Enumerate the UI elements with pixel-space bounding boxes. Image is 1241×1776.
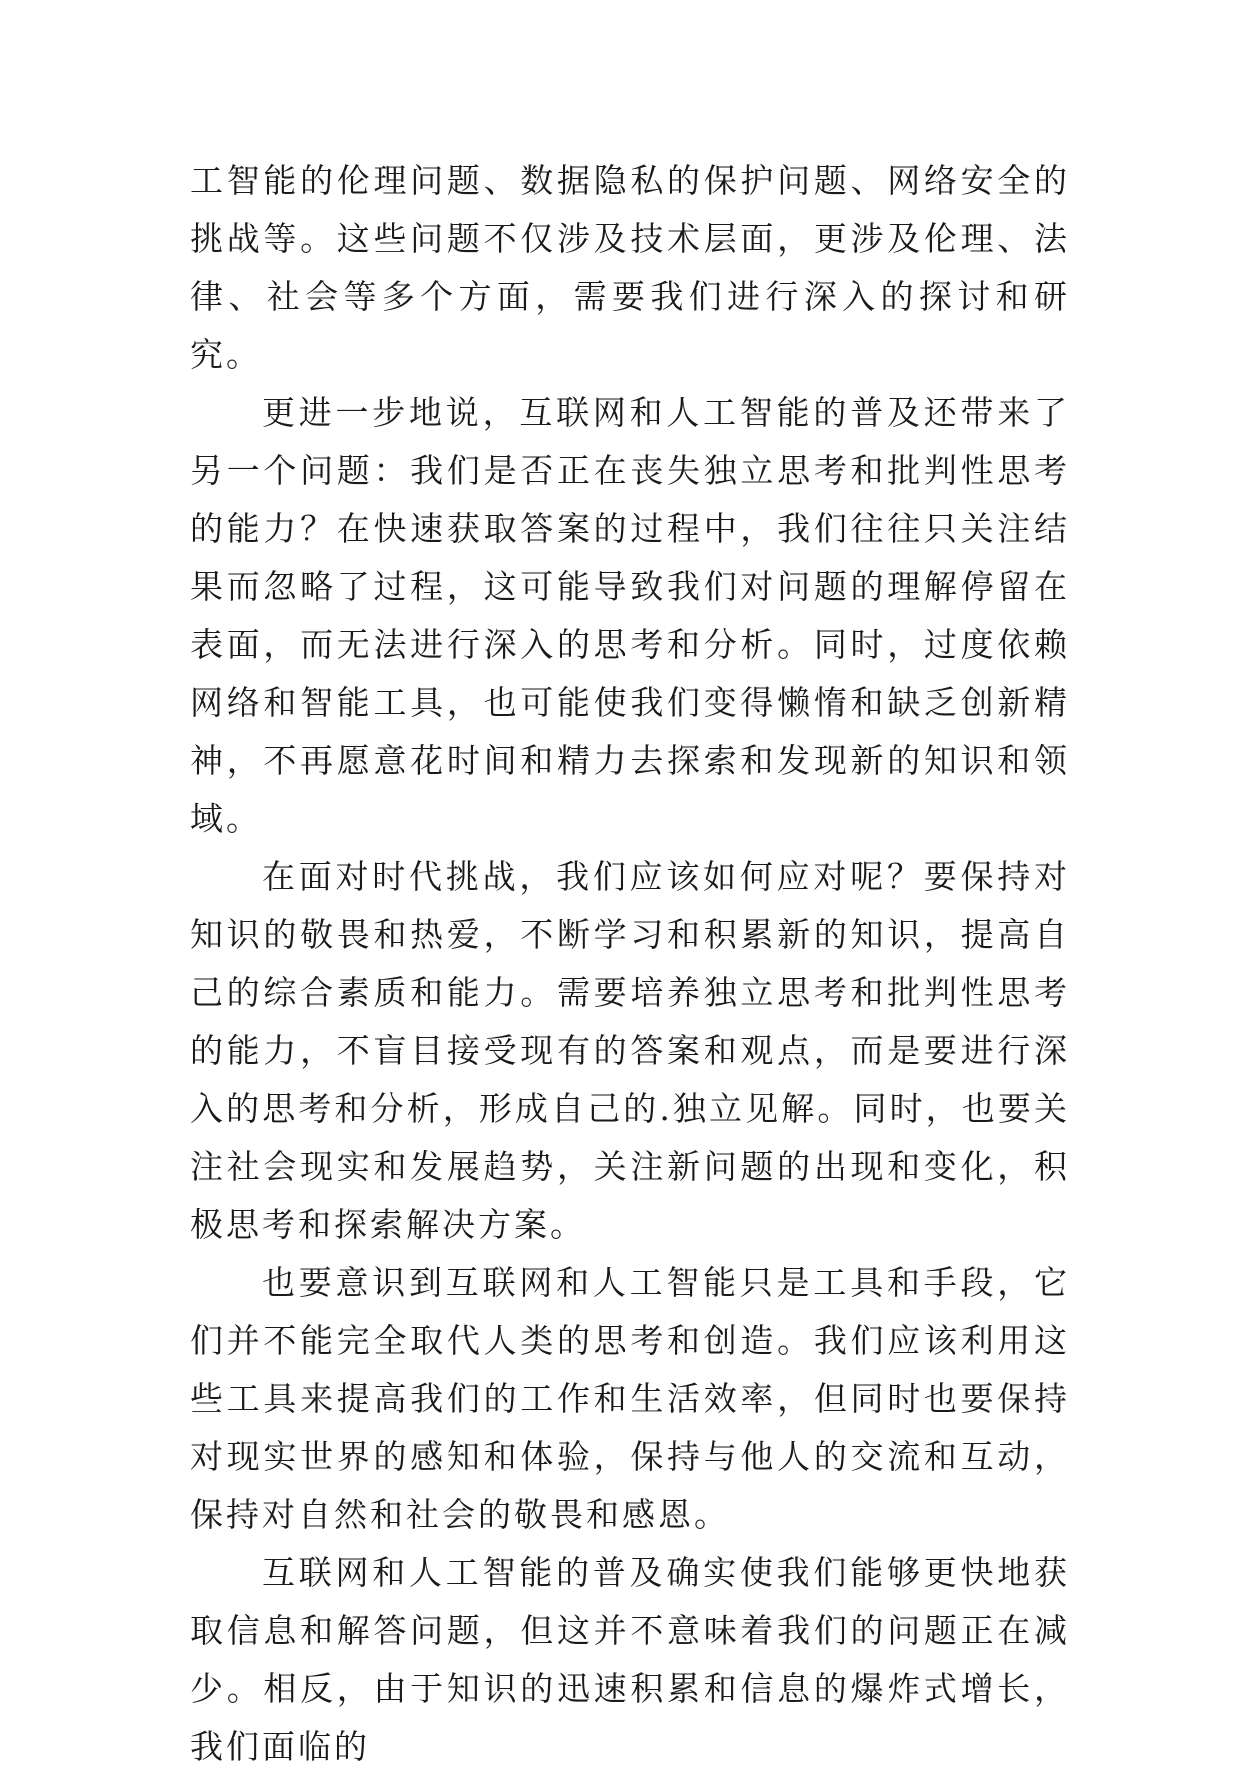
paragraph-1: 工智能的伦理问题、数据隐私的保护问题、网络安全的挑战等。这些问题不仅涉及技术层面，更涉及伦理、法律、社会等多个方面，需要我们进行深入的探讨和研究。: [190, 161, 1070, 374]
paragraph-2: 更进一步地说，互联网和人工智能的普及还带来了另一个问题：我们是否正在丧失独立思考和批判性思考的能力？在快速获取答案的过程中，我们往往只关注结果而忽略了过程，这可能导致我们对问题的理解停留在表面，而无法进行深入的思考和分析。同时，过度依赖网络和智能工具，也可能使我们变得懒惰和缺乏创新精神，不再愿意花时间和精力去探索和发现新的知识和领域。: [190, 393, 1070, 838]
body-text: [190, 152, 1070, 1776]
paragraph-3: 在面对时代挑战，我们应该如何应对呢？要保持对知识的敬畏和热爱，不断学习和积累新的知识，提高自己的综合素质和能力。需要培养独立思考和批判性思考的能力，不盲目接受现有的答案和观点，而是要进行深入的思考和分析，形成自己的.独立见解。同时，也要关注社会现实和发展趋势，关注新问题的出现和变化，积极思考和探索解决方案。: [190, 857, 1070, 1244]
paragraph-5: 互联网和人工智能的普及确实使我们能够更快地获取信息和解答问题，但这并不意味着我们的问题正在减少。相反，由于知识的迅速积累和信息的爆炸式增长，我们面临的: [190, 1553, 1070, 1766]
paragraph-4: 也要意识到互联网和人工智能只是工具和手段，它们并不能完全取代人类的思考和创造。我们应该利用这些工具来提高我们的工作和生活效率，但同时也要保持对现实世界的感知和体验，保持与他人的交流和互动，保持对自然和社会的敬畏和感恩。: [190, 1263, 1070, 1534]
